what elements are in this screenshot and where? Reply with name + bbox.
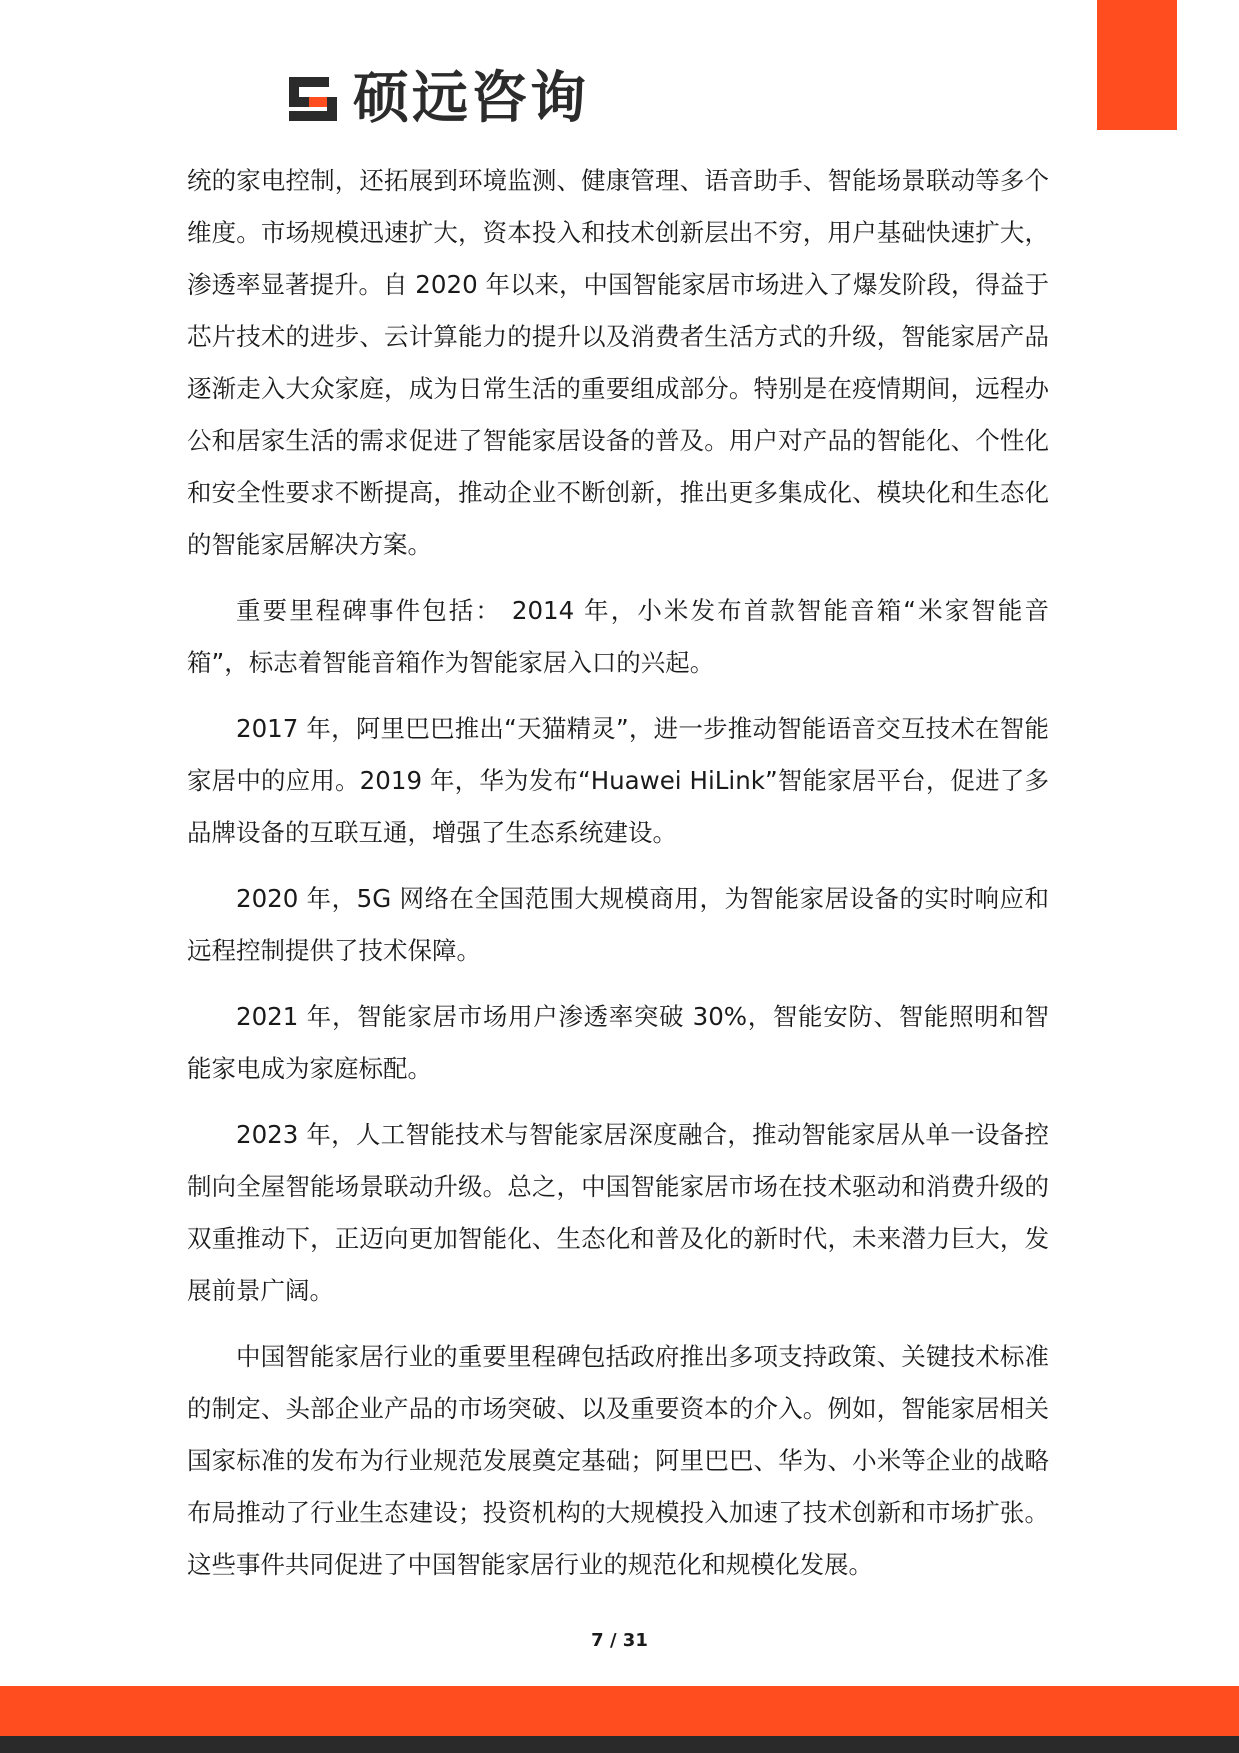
paragraph: 2023 年，人工智能技术与智能家居深度融合，推动智能家居从单一设备控制向全屋智能场景联动升级。总之，中国智能家居市场在技术驱动和消费升级的双重推动下，正迈向更加智能化、生态化和普及化的新时代，未来潜力巨大，发展前景广阔。 xyxy=(187,1120,1049,1305)
paragraph: 2017 年，阿里巴巴推出“天猫精灵”，进一步推动智能语音交互技术在智能家居中的应用。2019 年，华为发布“Huawei HiLink”智能家居平台，促进了多品牌设备的互联互通，增强了生态系统建设。 xyxy=(187,714,1049,847)
page-number: 7 / 31 xyxy=(591,1630,648,1651)
footer-dark-strip xyxy=(0,1736,1239,1753)
paragraph: 统的家电控制，还拓展到环境监测、健康管理、语音助手、智能场景联动等多个维度。市场规模迅速扩大，资本投入和技术创新层出不穷，用户基础快速扩大，渗透率显著提升。自 2020 年以来，中国智能家居市场进入了爆发阶段，得益于芯片技术的进步、云计算能力的提升以及消费者生活方式的升级，智能家居产品逐渐走入大众家庭，成为日常生活的重要组成部分。特别是在疫情期间，远程办公和居家生活的需求促进了智能家居设备的普及。用户对产品的智能化、个性化和安全性要求不断提高，推动企业不断创新，推出更多集成化、模块化和生态化的智能家居解决方案。 xyxy=(187,166,1049,559)
body-text xyxy=(187,155,1049,1605)
sy-logo-icon xyxy=(285,71,341,127)
paragraph: 中国智能家居行业的重要里程碑包括政府推出多项支持政策、关键技术标准的制定、头部企业产品的市场突破、以及重要资本的介入。例如，智能家居相关国家标准的发布为行业规范发展奠定基础；阿里巴巴、华为、小米等企业的战略布局推动了行业生态建设；投资机构的大规模投入加速了技术创新和市场扩张。这些事件共同促进了中国智能家居行业的规范化和规模化发展。 xyxy=(187,1342,1049,1579)
paragraph: 重要里程碑事件包括： 2014 年，小米发布首款智能音箱“米家智能音箱”，标志着智能音箱作为智能家居入口的兴起。 xyxy=(187,596,1049,677)
corner-accent-tab xyxy=(1097,0,1177,130)
paragraph: 2021 年，智能家居市场用户渗透率突破 30%，智能安防、智能照明和智能家电成为家庭标配。 xyxy=(187,1002,1049,1083)
brand-name: 硕远咨询 xyxy=(353,66,589,131)
paragraph: 2020 年，5G 网络在全国范围大规模商用，为智能家居设备的实时响应和远程控制提供了技术保障。 xyxy=(187,884,1049,965)
footer-accent-bar xyxy=(0,1686,1239,1736)
brand-logo xyxy=(285,68,589,130)
